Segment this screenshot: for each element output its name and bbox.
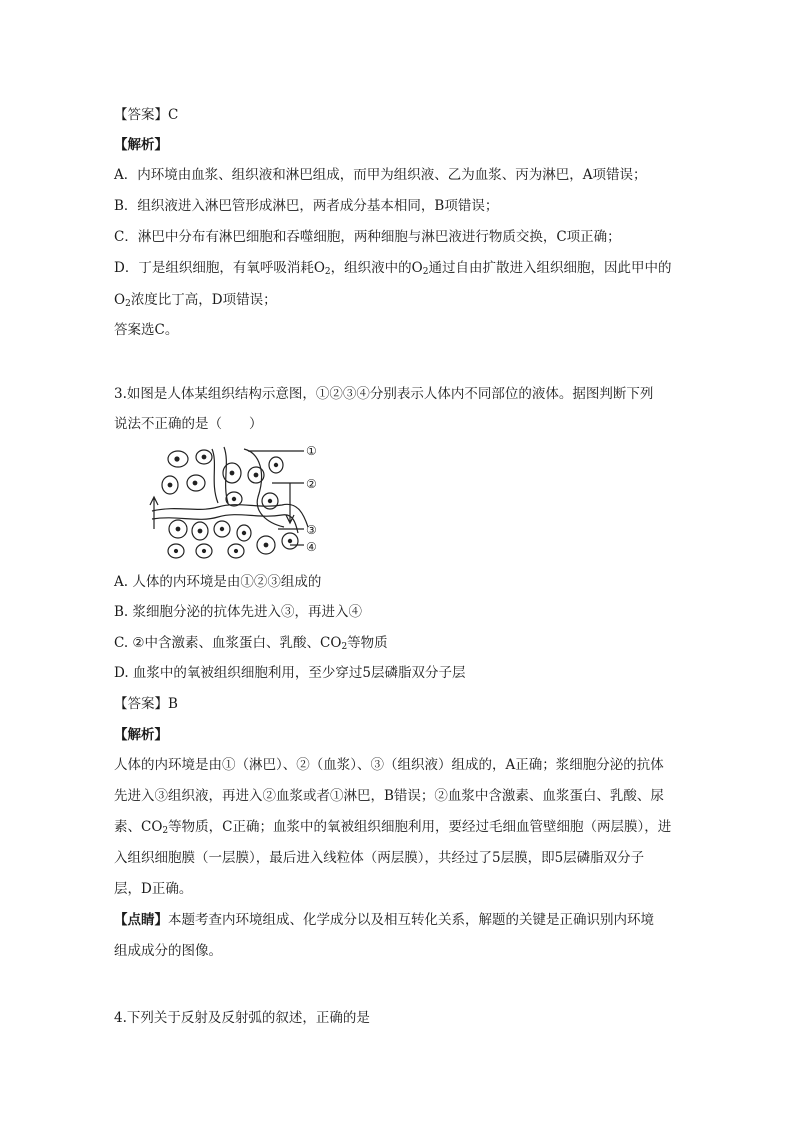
q3-analysis-line3: 素、$CO_2$等物质，C正确；血浆中的氧被组织细胞利用，要经过毛细血管壁细胞（两层膜），进 — [114, 819, 672, 836]
q3-answer: 【答案】B — [114, 696, 178, 712]
q2-analysis-c: C．淋巴中分布有淋巴细胞和吞噬细胞，两种细胞与淋巴液进行物质交换，C项正确； — [114, 229, 621, 245]
figure-label-2: ② — [306, 477, 317, 491]
q3-point: 【点睛】本题考查内环境组成、化学成分以及相互转化关系，解题的关键是正确识别内环境 — [114, 912, 654, 928]
q3-option-b: B. 浆细胞分泌的抗体先进入③，再进入④ — [114, 604, 363, 620]
q2-analysis-d-cont: $O_2$浓度比丁高，D项错误； — [114, 292, 277, 309]
q2-analysis-a: A．内环境由血浆、组织液和淋巴组成，而甲为组织液、乙为血浆、丙为淋巴，A项错误； — [114, 167, 647, 183]
q3-analysis-line2: 先进入③组织液，再进入②血浆或者①淋巴，B错误；②血浆中含激素、血浆蛋白、乳酸、尿 — [114, 788, 664, 804]
figure-label-4: ④ — [306, 540, 317, 554]
q3-analysis-line4: 入组织细胞膜（一层膜），最后进入线粒体（两层膜），共经过了5层膜，即5层磷脂双分子 — [114, 850, 645, 866]
q3-option-a: A. 人体的内环境是由①②③组成的 — [114, 574, 322, 590]
q3-stem-line1: 3.如图是人体某组织结构示意图，①②③④分别表示人体内不同部位的液体。据图判断下列 — [114, 386, 654, 402]
q2-conclusion: 答案选C。 — [114, 322, 179, 338]
q2-answer: 【答案】C — [114, 107, 179, 123]
tissue-structure-diagram — [148, 443, 328, 561]
q2-analysis-d: D．丁是组织细胞，有氧呼吸消耗$O_2$，组织液中的$O_2$通过自由扩散进入组织细胞，因此甲中的 — [114, 260, 672, 277]
q3-point-cont: 组成成分的图像。 — [114, 943, 222, 959]
q3-point-label: 【点睛】 — [114, 912, 168, 928]
q3-stem-line2: 说法不正确的是（ ） — [114, 416, 263, 432]
q2-analysis-b: B．组织液进入淋巴管形成淋巴，两者成分基本相同，B项错误； — [114, 198, 499, 214]
figure-label-3: ③ — [306, 523, 317, 537]
q4-stem: 4.下列关于反射及反射弧的叙述，正确的是 — [114, 1010, 370, 1026]
figure-label-1: ① — [306, 444, 317, 458]
q3-analysis-line1: 人体的内环境是由①（淋巴）、②（血浆）、③（组织液）组成的，A正确；浆细胞分泌的抗体 — [114, 757, 664, 773]
q3-option-d: D. 血浆中的氧被组织细胞利用，至少穿过5层磷脂双分子层 — [114, 665, 466, 681]
q3-analysis-label: 【解析】 — [114, 727, 168, 743]
q2-analysis-label: 【解析】 — [114, 137, 168, 153]
q3-analysis-line5: 层，D正确。 — [114, 881, 193, 897]
q3-option-c: C. ②中含激素、血浆蛋白、乳酸、$CO_2$等物质 — [114, 635, 388, 652]
